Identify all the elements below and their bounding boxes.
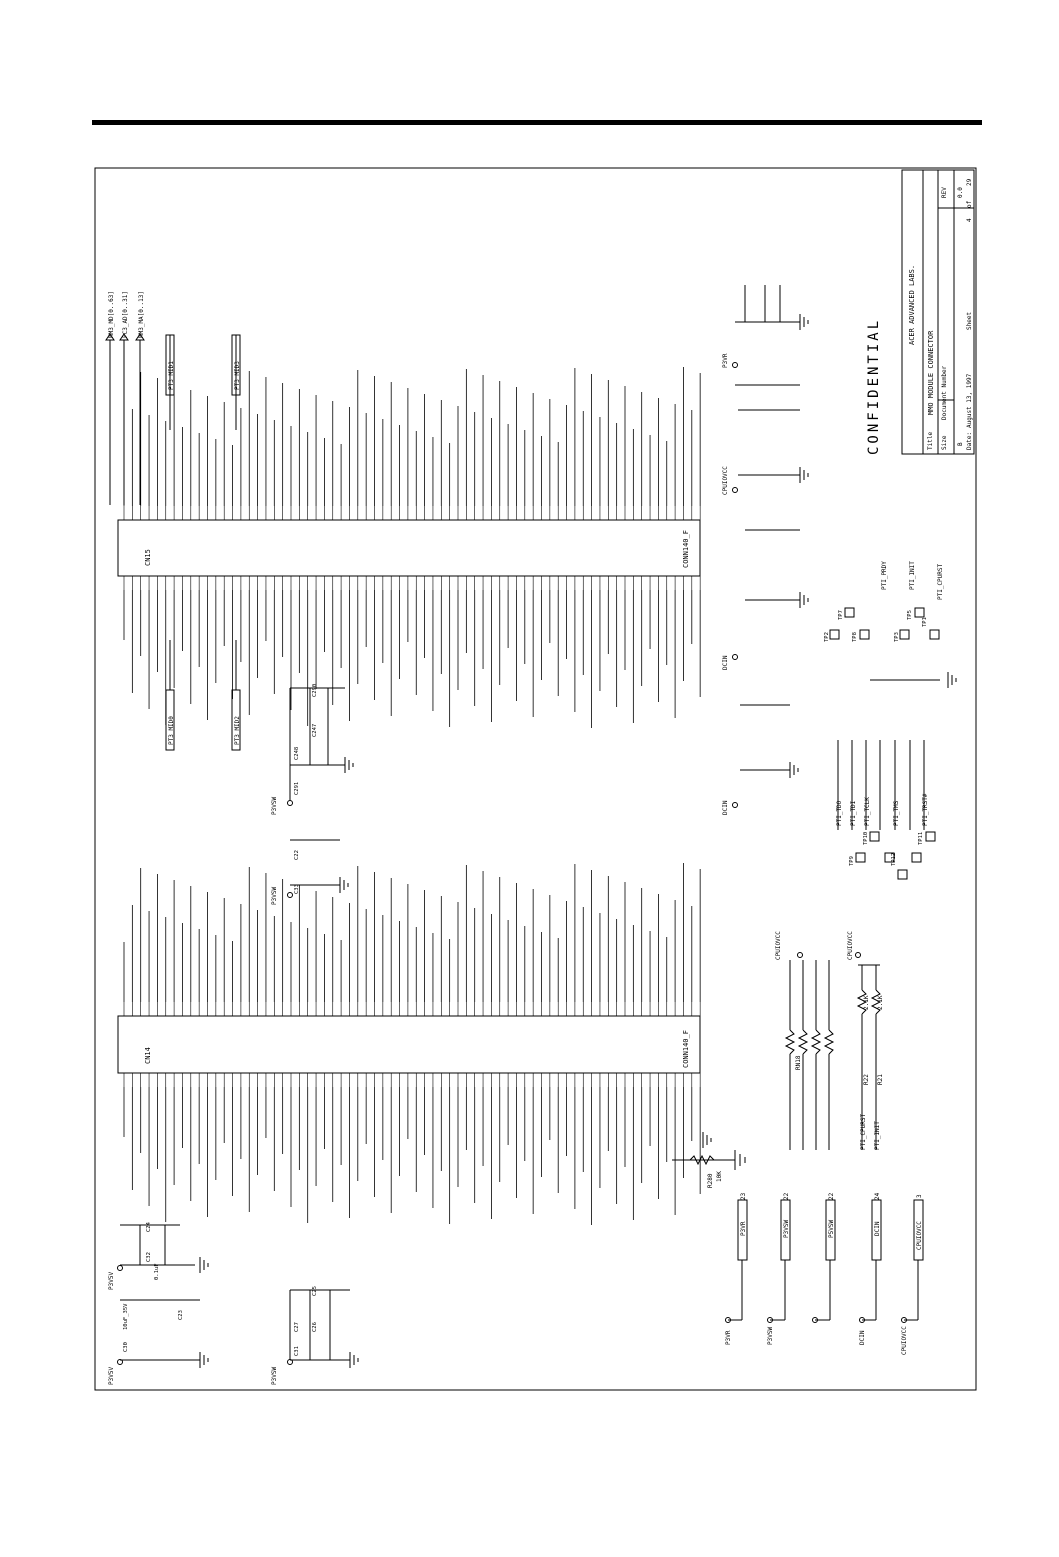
pti-trst-label: PTI_TRST# (922, 793, 929, 826)
net-pt3-mid2: PT3_MID2 (234, 716, 241, 745)
power-ports (726, 1200, 924, 1323)
size-label: Size (941, 435, 948, 450)
tp-label-7: TP7 (838, 610, 844, 620)
mid-bus-labels (166, 640, 240, 750)
cap-bank-upper-right (733, 285, 801, 808)
r280-ref: R280 (707, 1173, 714, 1188)
net-pt3-mid1: PT3_MID1 (168, 361, 175, 390)
net-pc3-ad: PC3_AD[0..31] (122, 291, 129, 338)
sheet-total: 29 (966, 178, 973, 186)
r21-value: 2.1K (877, 995, 884, 1010)
net-p3vsw-bottom: P3VSW (271, 1366, 278, 1385)
schematic-title: MMO MODULE CONNECTOR (927, 330, 935, 415)
title-block (902, 170, 974, 454)
tp-label-5: TP5 (907, 610, 913, 620)
confidential-watermark: CONFIDENTIAL (866, 317, 882, 455)
port-dcin-ref: 24 (874, 1192, 881, 1200)
tp-label-3: TP3 (894, 632, 900, 642)
title-label: Title (927, 431, 934, 450)
cap-c32: C32 (146, 1252, 152, 1262)
document-number-label: Document Number (941, 365, 948, 420)
net-p3v5v-1: P3V5V (108, 1271, 115, 1290)
tp-label-9: TP9 (849, 856, 855, 866)
net-p3v5v-2: P3V5V (108, 1366, 115, 1385)
cap-c24: C24 (146, 1222, 152, 1232)
net-pt3-mid0: PT3_MID0 (168, 716, 175, 745)
r22-value: 2.1K (863, 995, 870, 1010)
cap-c248: C248 (294, 746, 300, 760)
rn18-ref: RN18 (795, 1055, 802, 1070)
port-p5vsw-ref: 22 (828, 1192, 835, 1200)
net-cpuiovcc-r: CPUIOVCC (847, 931, 854, 960)
net-mm3-ma: MM3_MA[0..13] (138, 291, 145, 338)
cap-c25: C25 (312, 1286, 318, 1296)
net-pti-cpurst-bottom: PTI_CPURST (860, 1113, 867, 1150)
cn15-ref: CN15 (144, 549, 152, 566)
net-dcin-pin: DCIN (859, 1330, 866, 1345)
company-name: ACER ADVANCED LABS. (908, 264, 916, 345)
connector-cn15 (118, 367, 700, 728)
cap-c290: C290 (312, 683, 318, 697)
cn15-part: CONN140_F (682, 530, 690, 568)
pti-prdy-label: PTI_PRDY (881, 561, 888, 590)
sheet-border (95, 168, 976, 1390)
net-p3vsw-pin: P3VSW (767, 1326, 774, 1345)
cap-c26: C26 (312, 1322, 318, 1332)
tp-label-2: TP2 (824, 632, 830, 642)
pti-tclk-label: PTI_TCLK (864, 797, 871, 826)
port-dcin: DCIN (874, 1221, 881, 1236)
port-p5vsw: P5VSW (828, 1219, 835, 1238)
size-value: B (957, 442, 964, 446)
cap-c33: C33 (294, 884, 300, 894)
port-p3vsw-ref: 22 (783, 1192, 790, 1200)
cap-value-10uf: 10uF_35V (123, 1303, 129, 1330)
net-p3vsw-mid: P3VSW (271, 796, 278, 815)
rev-label: REV (941, 187, 948, 198)
port-p3vsw: P3VSW (783, 1219, 790, 1238)
net-p3vr-upper: P3VR (722, 353, 729, 368)
cap-c30: C30 (123, 1342, 129, 1352)
net-dcin-upper: DCIN (722, 655, 729, 670)
date-label: Date: (966, 431, 973, 450)
port-cpuiovcc: CPUIOVCC (916, 1221, 923, 1250)
cn14-ref: CN14 (144, 1047, 152, 1064)
net-cpuiovcc-upper: CPUIOVCC (722, 466, 729, 495)
port-p3vr-ref: 23 (740, 1192, 747, 1200)
pti-tdo-label: PTI_TDO (836, 800, 843, 826)
net-dcin-upper-2: DCIN (722, 800, 729, 815)
net-cpuiovcc-rn: CPUIOVCC (775, 931, 782, 960)
port-p3vr: P3VR (740, 1221, 747, 1236)
r280-value: 10K (716, 1171, 723, 1182)
r22-ref: R22 (863, 1074, 870, 1085)
net-pti-init-bottom: PTI_INIT (874, 1121, 881, 1150)
top-bus-labels (106, 334, 240, 505)
ground-symbols (200, 314, 956, 1368)
net-cpuiovcc-pin: CPUIOVCC (901, 1326, 908, 1355)
sheet-label: Sheet (966, 311, 973, 330)
pti-tdi-label: PTI_TDI (850, 800, 857, 826)
tp-label-8: TP8 (852, 632, 858, 642)
sheet-number: 4 (966, 218, 973, 222)
tp-label-12: TP12 (891, 852, 897, 866)
cap-c23: C23 (178, 1310, 184, 1320)
cap-c27: C27 (294, 1322, 300, 1332)
resistor-r280 (672, 1150, 745, 1170)
net-p3vr-pin: P3VR (725, 1330, 732, 1345)
net-pt3-mid3: PT3_MID3 (234, 361, 241, 390)
pti-cpurst-label: PTI_CPURST (937, 563, 944, 600)
cap-c247: C247 (312, 723, 318, 737)
tp-label-11: TP11 (918, 831, 924, 845)
port-cpuiovcc-ref: 3 (916, 1194, 923, 1198)
cap-c291: C291 (294, 781, 300, 795)
cap-value-01uf: 0.1uF (154, 1263, 160, 1280)
date-value: August 13, 1997 (966, 373, 973, 428)
cap-c31: C31 (294, 1346, 300, 1356)
cn14-part: CONN140_F (682, 1030, 690, 1068)
r21-ref: R21 (877, 1074, 884, 1085)
net-mm3-md: MM3_MD[0..63] (108, 291, 115, 338)
pti-tms-label: PTI_TMS (893, 800, 900, 826)
pti-init-label: PTI_INIT (909, 561, 916, 590)
of-label: of (966, 200, 973, 208)
tp-label-10: TP10 (863, 831, 869, 845)
rev-value: 0.0 (957, 187, 964, 198)
cap-c22: C22 (294, 850, 300, 860)
tp-label-1: TP1 (922, 617, 928, 627)
net-p3vsw-mid-2: P3VSW (271, 886, 278, 905)
connector-cn14 (118, 863, 700, 1225)
